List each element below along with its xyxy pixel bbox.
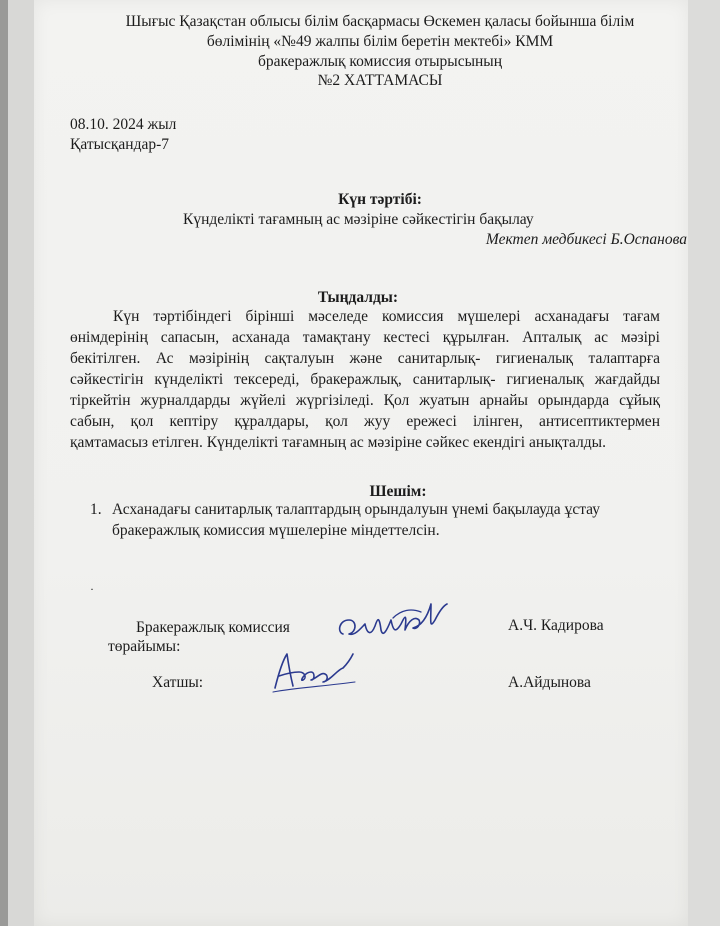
decision-number: 1. <box>90 501 102 518</box>
heard-paragraph <box>70 306 660 453</box>
secretary-label: Хатшы: <box>152 674 204 691</box>
agenda-topic: Күнделікті тағамның ас мәзіріне сәйкестігін бақылау <box>183 211 534 228</box>
agenda-speaker: Мектеп медбикесі Б.Оспанова <box>485 231 687 248</box>
decision-heading: Шешім: <box>369 483 427 500</box>
chair-name: А.Ч. Кадирова <box>508 617 604 634</box>
chair-label: Бракеражлық комиссия <box>136 619 290 636</box>
heard-line: сабын, қол кептіру құралдары, қол жуу ережесі ілінген, антисептиктермен <box>70 413 660 430</box>
chair-label-cont: төрайымы: <box>108 638 181 655</box>
heard-line: өнімдерінің сапасын, асханада тамақтану кестесі құрылған. Апталық ас мәзірі <box>70 329 660 346</box>
secretary-signature <box>265 642 365 698</box>
heard-line: сәйкестігін күнделікті тексереді, бракеражлық, санитарлық- гигиеналық жағдайды <box>70 371 660 388</box>
header-line-1: Шығыс Қазақстан облысы білім басқармасы Өскемен қаласы бойынша білім <box>125 13 635 30</box>
document-title: №2 ХАТТАМАСЫ <box>317 72 443 89</box>
agenda-heading: Күн тәртібі: <box>338 191 422 208</box>
secretary-name: А.Айдынова <box>508 674 591 691</box>
header-line-2: бөлімінің «№49 жалпы білім беретін мектебі» КММ <box>206 33 554 50</box>
scan-right-border <box>688 0 720 926</box>
heard-heading: Тыңдалды: <box>317 289 399 306</box>
heard-line: қамтамасыз етілген. Күнделікті тағамның ас мәзіріне сәйкес екендігі анықталды. <box>70 434 606 451</box>
heard-line: тіркейтін журналдарды жүйелі жүргізіледі. Қол жуатын арнайы орындарда сұйық <box>70 392 660 409</box>
decision-line-2: бракеражлық комиссия мүшелеріне міндеттелсін. <box>112 522 440 539</box>
heard-line: Күн тәртібіндегі бірінші мәселеде комиссия мүшелері асханадағы тағам <box>113 308 660 325</box>
chair-signature <box>335 590 465 650</box>
stray-mark: · <box>90 582 94 596</box>
heard-line: бекітілген. Ас мәзірінің сақталуын және санитарлық- гигиеналық талаптарға <box>70 350 660 367</box>
scan-left-shadow <box>0 0 8 926</box>
decision-line-1: Асханадағы санитарлық талаптардың орындалуын үнемі бақылауда ұстау <box>112 501 601 518</box>
meeting-date: 08.10. 2024 жыл <box>70 116 177 133</box>
header-line-3: бракеражлық комиссия отырысының <box>258 53 502 70</box>
attendees-count: Қатысқандар-7 <box>70 136 170 153</box>
